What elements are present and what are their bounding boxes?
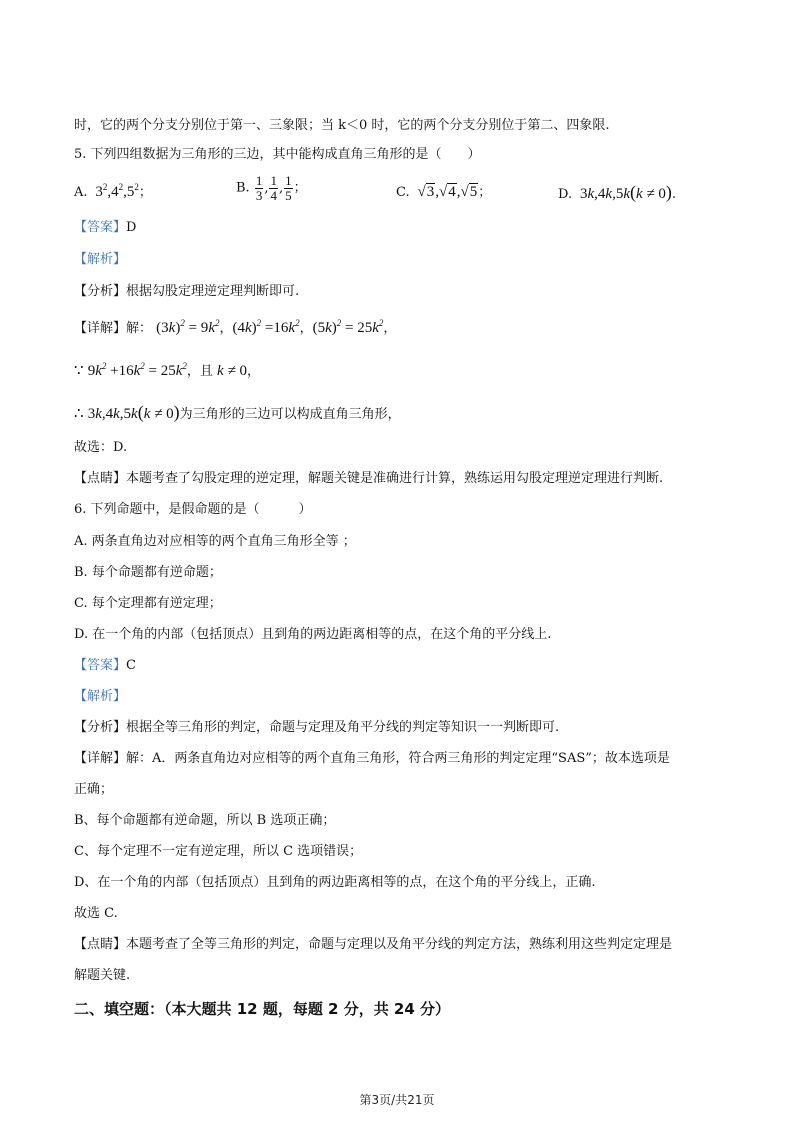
text-line: 时，它的两个分支分别位于第一、三象限；当 k＜0 时，它的两个分支分别位于第二、四象限.	[74, 118, 610, 133]
detail-line: C、每个定理不一定有逆定理，所以 C 选项错误；	[74, 844, 363, 859]
question-5: 5. 下列四组数据为三角形的三边，其中能构成直角三角形的是（ ）	[74, 147, 481, 162]
page-number: 第3页/共21页	[359, 1093, 435, 1107]
math-expression: 3k,4k,5k(k ≠ 0)	[87, 402, 180, 422]
comment-line	[74, 469, 663, 489]
therefore-line	[74, 402, 401, 425]
fraction: $\frac{1}{5}$	[285, 173, 292, 203]
detail-text: ，且	[186, 364, 213, 379]
analysis-text: 根据全等三角形的判定，命题与定理及角平分线的判定等知识一一判断即可.	[126, 720, 560, 735]
math-expression: $9k^2 +16k^2 = 25k^2$	[87, 361, 187, 379]
section-heading: 二、填空题：（本大题共 12 题，每题 2 分，共 24 分）	[74, 1000, 451, 1018]
choose-line: 故选 C.	[74, 906, 118, 921]
comment-line	[74, 935, 672, 955]
answer-line	[74, 218, 136, 238]
detail-line: 【详解】解： $(3k)^2 = 9k^2$，$(4k)^2 =16k^2$，$(5k)^2 = 25k^2$，	[74, 318, 397, 336]
answer-line	[74, 656, 136, 676]
option-label: B.	[236, 180, 250, 196]
q5-option-c: C. √3,√4,√5；	[396, 184, 492, 200]
q6-option-c: C. 每个定理都有逆定理；	[74, 596, 222, 611]
analysis-tag: 【解析】	[74, 252, 127, 267]
math-expression: $3^2,4^2,5^2$	[91, 182, 139, 200]
detail-text: 解：A．两条直角边对应相等的两个直角三角形，符合两三角形的判定定理“SAS”；故本选项是	[126, 751, 670, 766]
fraction: $\frac{1}{4}$	[270, 173, 277, 203]
analysis-text: 根据勾股定理逆定理判断即可.	[126, 284, 300, 299]
option-label: D.	[558, 187, 573, 202]
math-expression: $(5k)^2 = 25k^2$	[312, 318, 384, 336]
answer-value: C	[126, 658, 136, 673]
q5-option-b: B. $\frac{1}{3}$ , $\frac{1}{4}$ , $\frac{1}{5}$ ；	[236, 173, 307, 203]
math-expression: $(4k)^2 =16k^2$	[232, 318, 300, 336]
detail-line	[74, 749, 670, 769]
math-expression: k ≠ 0	[217, 363, 247, 379]
analysis-label: 【分析】	[74, 284, 127, 299]
comment-line: 解题关键.	[74, 968, 131, 983]
math-expression: √3,√4,√5	[413, 184, 478, 200]
comment-label: 【点睛】	[74, 937, 127, 952]
option-label: A.	[74, 185, 88, 200]
answer-value: D	[126, 220, 137, 235]
comment-text: 本题考查了勾股定理的逆定理，解题关键是准确进行计算，熟练运用勾股定理逆定理进行判断.	[126, 471, 664, 486]
because-line: ∵ $9k^2 +16k^2 = 25k^2$，且 k ≠ 0，	[74, 361, 260, 379]
comment-label: 【点睛】	[74, 471, 127, 486]
q5-option-a: A. $3^2,4^2,5^2$；	[74, 182, 152, 200]
comment-text: 本题考查了全等三角形的判定，命题与定理以及角平分线的判定方法，熟练利用这些判定定理是	[126, 937, 673, 952]
detail-line: 正确；	[74, 782, 114, 797]
option-label: C.	[396, 185, 410, 200]
fraction: $\frac{1}{3}$	[255, 173, 263, 203]
detail-line: B、每个命题都有逆命题，所以 B 选项正确；	[74, 813, 336, 828]
math-expression: 3k,4k,5k(k ≠ 0)	[579, 182, 672, 202]
detail-text: 为三角形的三边可以构成直角三角形，	[179, 407, 401, 422]
analysis-line	[74, 282, 299, 302]
therefore-icon: ∴	[74, 404, 84, 422]
math-expression: $(3k)^2 = 9k^2$	[156, 318, 220, 336]
because-icon: ∵	[74, 361, 84, 379]
analysis-line	[74, 718, 559, 738]
answer-tag: 【答案】	[74, 658, 127, 673]
question-6: 6. 下列命题中，是假命题的是（ ）	[74, 502, 312, 517]
detail-label: 【详解】	[74, 751, 127, 766]
detail-label: 【详解】	[74, 321, 127, 336]
q5-option-d: D. 3k,4k,5k(k ≠ 0).	[558, 182, 677, 202]
analysis-label: 【分析】	[74, 720, 127, 735]
answer-tag: 【答案】	[74, 220, 127, 235]
detail-text: 解：	[126, 321, 153, 336]
choose-line: 故选：D.	[74, 440, 128, 455]
q6-option-a: A. 两条直角边对应相等的两个直角三角形全等 ；	[74, 534, 356, 549]
q6-option-b: B. 每个命题都有逆命题；	[74, 565, 222, 580]
analysis-tag: 【解析】	[74, 689, 127, 704]
detail-line: D、在一个角的内部（包括顶点）且到角的两边距离相等的点，在这个角的平分线上，正确.	[74, 875, 596, 890]
q6-option-d: D. 在一个角的内部（包括顶点）且到角的两边距离相等的点，在这个角的平分线上.	[74, 627, 552, 642]
